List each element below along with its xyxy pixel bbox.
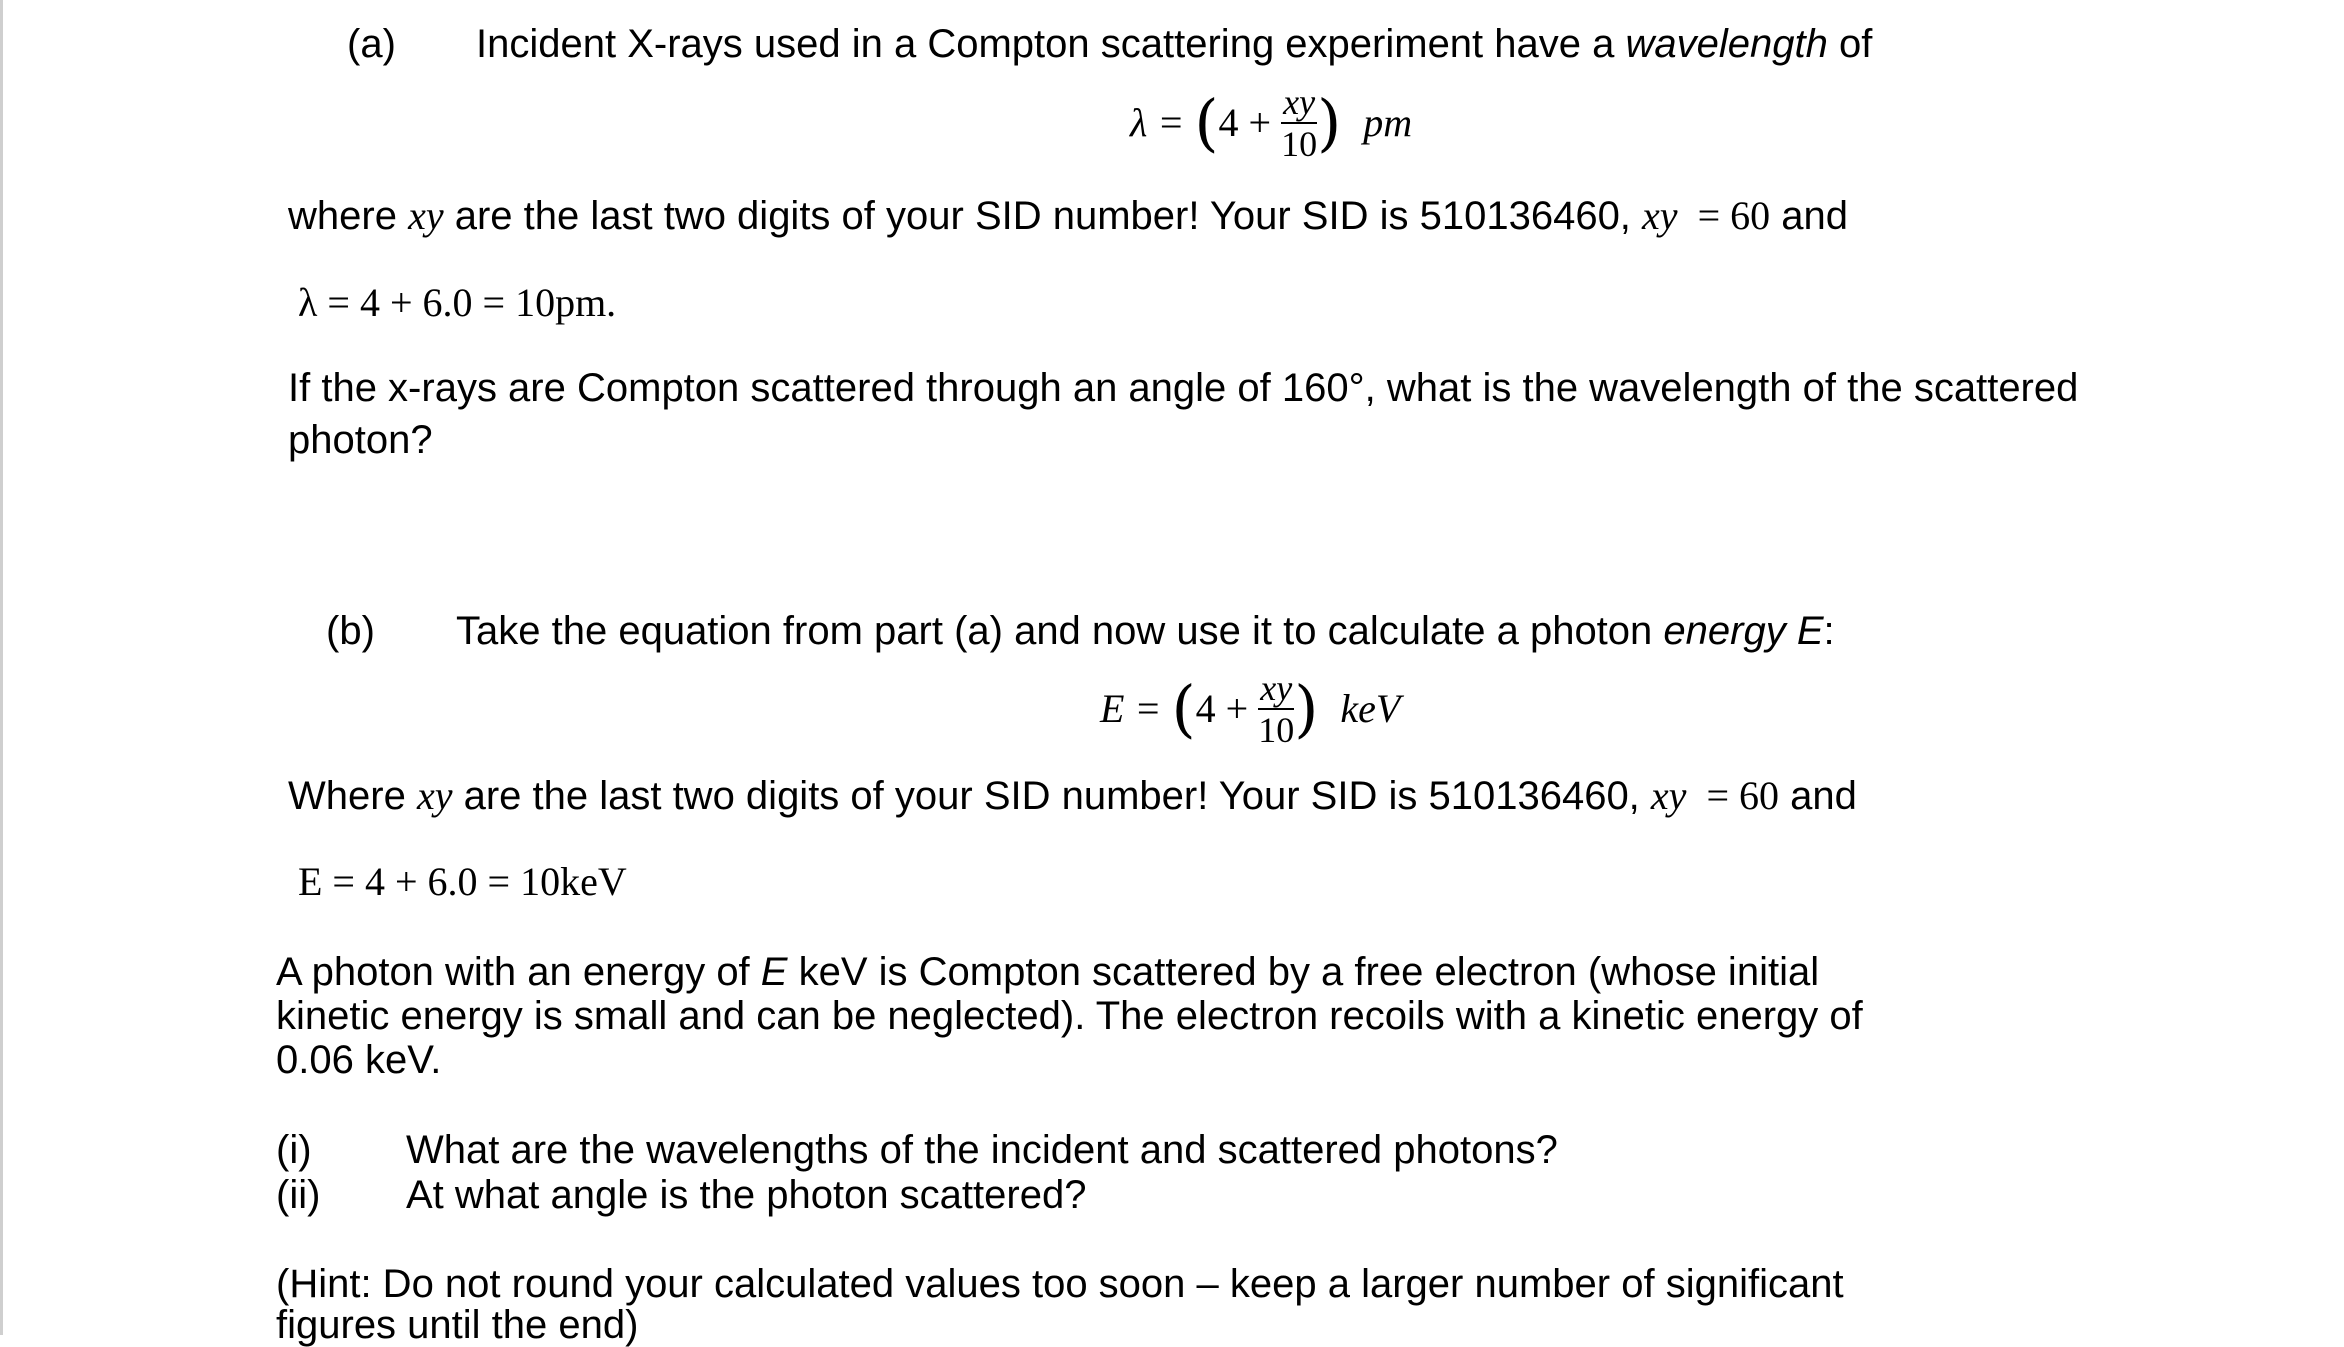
wavelength-formula	[1130, 84, 1412, 162]
part-a-sid-line	[288, 193, 1848, 238]
part-a-intro-emphasis: wavelength	[1625, 22, 1828, 66]
paragraph-line-3: 0.06 keV.	[276, 1038, 442, 1082]
sid-variable-2: xy	[1650, 773, 1687, 818]
formula-unit: pm	[1363, 100, 1413, 145]
formula-fraction	[1281, 84, 1317, 162]
part-a-intro-text: Incident X-rays used in a Compton scattering experiment have a	[476, 22, 1626, 66]
formula-open-paren: (	[1194, 86, 1219, 159]
sid-value: = 60	[1706, 773, 1779, 818]
part-a-calc: λ = 4 + 6.0 = 10pm.	[298, 280, 617, 325]
subquestion-i-text: What are the wavelengths of the incident and scattered photons?	[406, 1128, 1558, 1172]
page-left-border	[0, 0, 3, 1335]
sid-variable: xy	[416, 773, 453, 818]
formula-constant: 4 +	[1195, 686, 1249, 731]
formula-lhs: E =	[1100, 686, 1162, 731]
sid-variable-2: xy	[1642, 193, 1678, 238]
subquestion-ii-label: (ii)	[276, 1173, 321, 1217]
part-a-intro-end: of	[1827, 22, 1873, 66]
part-a-label: (a)	[347, 22, 396, 66]
paragraph-text-1: A photon with an energy of	[276, 950, 761, 994]
subquestion-ii-text: At what angle is the photon scattered?	[406, 1173, 1087, 1217]
sid-text-1: where	[288, 194, 409, 238]
fraction-numerator: xy	[1260, 668, 1293, 708]
paragraph-line-2: kinetic energy is small and can be neglected). The electron recoils with a kinetic energy of	[276, 994, 1863, 1038]
formula-lhs: λ =	[1130, 100, 1185, 145]
formula-unit: keV	[1340, 686, 1401, 731]
paragraph-emphasis: E	[760, 950, 788, 994]
sid-and: and	[1779, 774, 1857, 818]
part-b-label: (b)	[326, 609, 375, 653]
sid-value: = 60	[1697, 193, 1771, 238]
fraction-denominator: 10	[1281, 124, 1318, 164]
sid-and: and	[1770, 194, 1848, 238]
energy-formula	[1100, 670, 1400, 748]
hint-line-1: (Hint: Do not round your calculated values too soon – keep a larger number of significant	[276, 1262, 1844, 1306]
hint-line-2: figures until the end)	[276, 1303, 639, 1347]
part-b-sid-line	[288, 773, 1857, 818]
formula-close-paren: )	[1317, 86, 1342, 159]
sid-text-1: Where	[288, 774, 417, 818]
fraction-denominator: 10	[1258, 710, 1295, 750]
sid-text-2: are the last two digits of your SID number! Your SID is 510136460,	[452, 774, 1651, 818]
fraction-numerator: xy	[1283, 82, 1316, 122]
part-b-intro-end: :	[1823, 609, 1835, 653]
subquestion-i-label: (i)	[276, 1128, 312, 1172]
part-a-intro	[476, 24, 1872, 64]
paragraph-line-1	[276, 950, 1876, 994]
part-b-intro	[456, 611, 1835, 651]
sid-variable: xy	[408, 193, 444, 238]
part-b-intro-emphasis: energy E	[1663, 609, 1824, 653]
paragraph-text-2: keV is Compton scattered by a free electron (whose initial	[787, 950, 1820, 994]
part-b-paragraph	[276, 950, 1876, 1082]
part-b-intro-text: Take the equation from part (a) and now use it to calculate a photon	[456, 609, 1664, 653]
sid-text-2: are the last two digits of your SID number! Your SID is 510136460,	[443, 194, 1643, 238]
formula-constant: 4 +	[1218, 100, 1272, 145]
part-a-question-line-1: If the x-rays are Compton scattered through an angle of 160°, what is the wavelength of the scattered	[288, 366, 2079, 410]
formula-open-paren: (	[1171, 672, 1196, 745]
formula-close-paren: )	[1294, 672, 1319, 745]
part-b-calc: E = 4 + 6.0 = 10keV	[298, 859, 627, 904]
formula-fraction	[1258, 670, 1294, 748]
part-a-question-line-2: photon?	[288, 418, 433, 462]
